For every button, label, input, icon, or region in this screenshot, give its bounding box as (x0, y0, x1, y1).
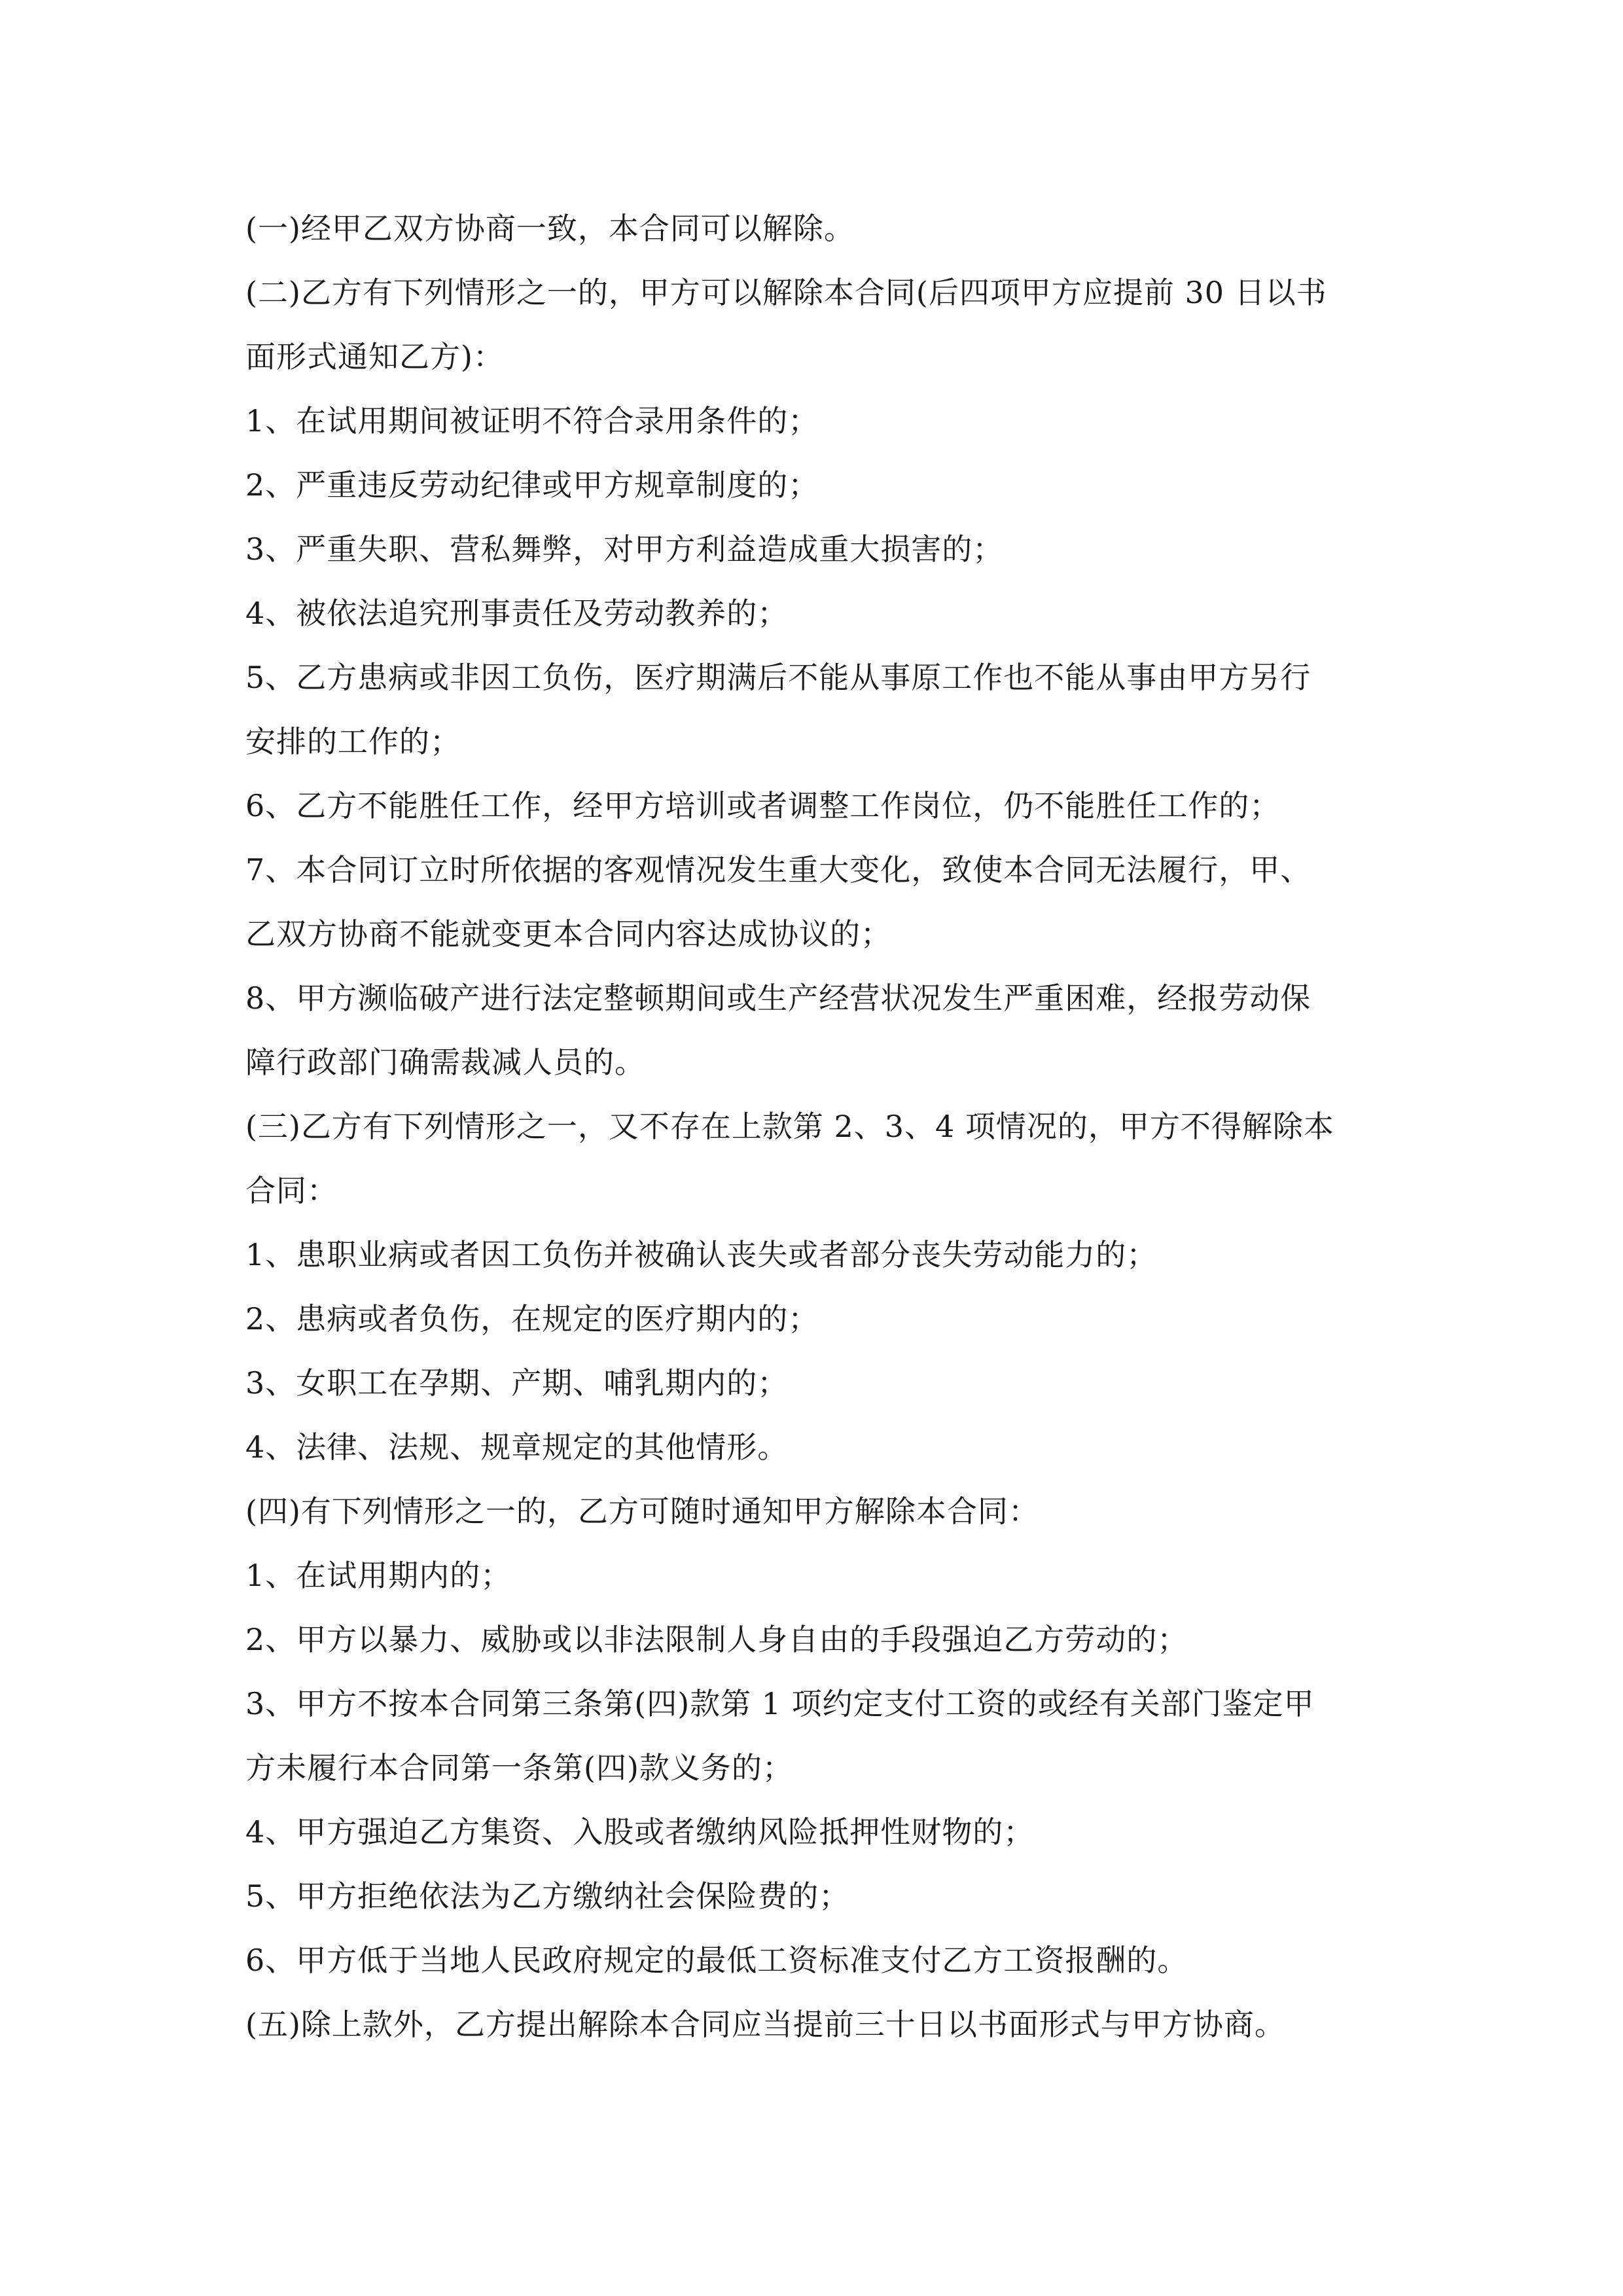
text-line: (二)乙方有下列情形之一的，甲方可以解除本合同(后四项甲方应提前 30 日以书 (245, 275, 1327, 310)
text-line: 4、被依法追究刑事责任及劳动教养的； (245, 596, 789, 631)
text-line: 8、甲方濒临破产进行法定整顿期间或生产经营状况发生严重困难，经报劳动保 (245, 980, 1311, 1016)
text-line: 1、在试用期间被证明不符合录用条件的； (245, 403, 819, 439)
text-line: 5、乙方患病或非因工负伤，医疗期满后不能从事原工作也不能从事由甲方另行 (245, 660, 1311, 695)
text-line: 3、甲方不按本合同第三条第(四)款第 1 项约定支付工资的或经有关部门鉴定甲 (245, 1686, 1315, 1721)
text-line: 1、在试用期内的； (245, 1558, 512, 1593)
text-line: 4、法律、法规、规章规定的其他情形。 (245, 1429, 789, 1465)
text-line: (五)除上款外，乙方提出解除本合同应当提前三十日以书面形式与甲方协商。 (245, 2007, 1285, 2042)
text-line: 乙双方协商不能就变更本合同内容达成协议的； (245, 916, 891, 952)
text-line: (四)有下列情形之一的，乙方可随时通知甲方解除本合同： (245, 1494, 1039, 1529)
text-line: 3、女职工在孕期、产期、哺乳期内的； (245, 1365, 789, 1401)
text-line: (三)乙方有下列情形之一，又不存在上款第 2、3、4 项情况的，甲方不得解除本 (245, 1109, 1334, 1144)
text-line: 合同： (245, 1173, 338, 1208)
text-line: 安排的工作的； (245, 724, 461, 759)
text-line: 障行政部门确需裁减人员的。 (245, 1045, 645, 1080)
text-line: 1、患职业病或者因工负伤并被确认丧失或者部分丧失劳动能力的； (245, 1237, 1158, 1272)
text-line: 7、本合同订立时所依据的客观情况发生重大变化，致使本合同无法履行，甲、 (245, 852, 1311, 888)
text-line: 2、严重违反劳动纪律或甲方规章制度的； (245, 467, 819, 503)
text-line: 3、严重失职、营私舞弊，对甲方利益造成重大损害的； (245, 531, 1004, 567)
text-line: 方未履行本合同第一条第(四)款义务的； (245, 1750, 793, 1785)
document-body (245, 196, 1384, 2056)
text-line: 6、甲方低于当地人民政府规定的最低工资标准支付乙方工资报酬的。 (245, 1943, 1188, 1978)
text-line: 面形式通知乙方)： (245, 339, 504, 374)
text-line: 4、甲方强迫乙方集资、入股或者缴纳风险抵押性财物的； (245, 1814, 1035, 1850)
text-line: 5、甲方拒绝依法为乙方缴纳社会保险费的； (245, 1878, 850, 1914)
text-line: 2、甲方以暴力、威胁或以非法限制人身自由的手段强迫乙方劳动的； (245, 1622, 1188, 1657)
text-line: 6、乙方不能胜任工作，经甲方培训或者调整工作岗位，仍不能胜任工作的； (245, 788, 1281, 823)
text-line: (一)经甲乙双方协商一致，本合同可以解除。 (245, 211, 855, 246)
text-line: 2、患病或者负伤，在规定的医疗期内的； (245, 1301, 819, 1336)
